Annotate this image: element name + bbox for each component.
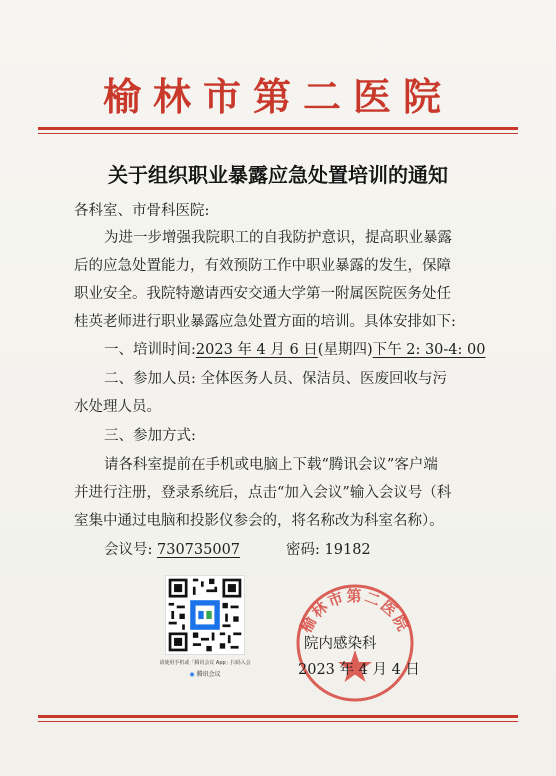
tencent-meeting-logo-icon: ◉: [189, 671, 195, 678]
header-red-rule: [38, 127, 518, 130]
training-time-label: 一、培训时间:: [104, 342, 196, 358]
document-title: 关于组织职业暴露应急处置培训的通知: [108, 163, 448, 187]
method-line: 室集中通过电脑和投影仪参会的，将名称改为科室名称）。: [74, 513, 444, 529]
training-time: [104, 341, 485, 359]
qr-code-image: [165, 575, 245, 655]
participants-line: 水处理人员。: [74, 399, 161, 415]
training-weekday: (星期四): [317, 342, 373, 358]
method-line: 请各科室提前在手机或电脑上下载“腾讯会议”客户端: [104, 457, 438, 473]
issue-date: 2023 年 4 月 4 日: [298, 662, 420, 678]
method-heading: 三、参加方式:: [104, 428, 196, 444]
method-line: 并进行注册，登录系统后，点击“加入会议”输入会议号（科: [74, 485, 452, 501]
footer-red-rule: [38, 715, 518, 718]
footer-red-rule-thin: [38, 721, 518, 722]
intro-line: 桂英老师进行职业暴露应急处置方面的培训。具体安排如下:: [74, 314, 456, 330]
participants-line: 二、参加人员: 全体医务人员、保洁员、医废回收与污: [104, 371, 447, 387]
meeting-password: 19182: [324, 542, 371, 558]
issuing-department: 院内感染科: [304, 636, 377, 652]
meeting-info: [104, 541, 371, 559]
intro-line: 为进一步增强我院职工的自我防护意识，提高职业暴露: [104, 230, 452, 246]
qr-code-block: [150, 575, 260, 678]
qr-brand-label: 腾讯会议: [196, 671, 221, 678]
letterhead-title: 榆林市第二医院: [102, 74, 453, 119]
stamp-text: 榆林市第二医院: [297, 587, 413, 636]
intro-line: 职业安全。我院特邀请西安交通大学第一附属医院医务处任: [74, 286, 451, 302]
training-hours: 下午 2: 30-4: 00: [372, 342, 486, 358]
svg-text:榆林市第二医院: [297, 587, 413, 636]
meeting-password-label: 密码:: [286, 542, 320, 558]
header-red-rule-thin: [38, 133, 518, 134]
intro-line: 后的应急处置能力，有效预防工作中职业暴露的发生，保障: [74, 258, 451, 274]
salutation: 各科室、市骨科医院:: [74, 203, 210, 219]
qr-caption: 请使用手机或「腾讯会议 App」扫码入会: [159, 660, 251, 666]
qr-brand: [150, 669, 260, 678]
meeting-id-label: 会议号:: [104, 542, 153, 558]
training-date: 2023 年 4 月 6 日: [195, 342, 318, 358]
meeting-id: 730735007: [157, 542, 241, 558]
